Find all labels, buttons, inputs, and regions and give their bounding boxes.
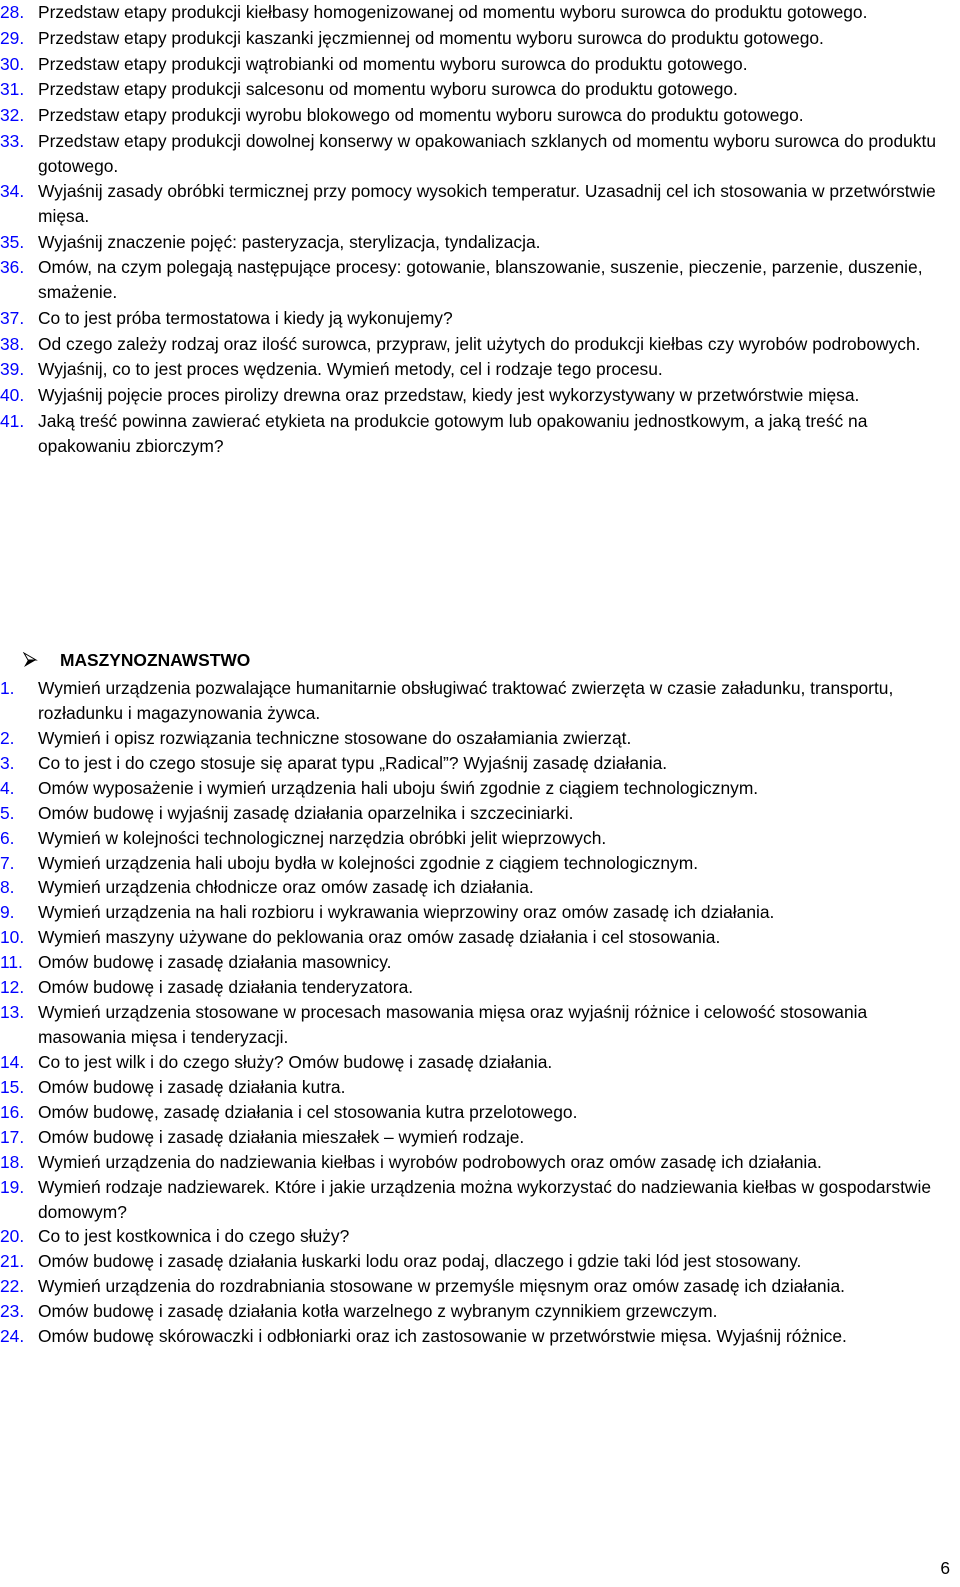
question-text: Przedstaw etapy produkcji kaszanki jęczmiennej od momentu wyboru surowca do produktu gotowego. [38, 27, 824, 48]
question-text: Wymień urządzenia do rozdrabniania stosowane w przemyśle mięsnym oraz omów zasadę ich działania. [38, 1276, 845, 1297]
question-number: 38. [0, 333, 25, 354]
question-number: 18. [0, 1151, 25, 1172]
question-number: 11. [0, 952, 23, 973]
question-item [0, 77, 960, 102]
question-item [0, 751, 960, 776]
section-title: MASZYNOZNAWSTWO [60, 649, 251, 670]
question-text: Przedstaw etapy produkcji wyrobu blokowego od momentu wyboru surowca do produktu gotowego. [38, 105, 804, 126]
question-number: 9. [0, 902, 15, 923]
question-text: Omów budowę, zasadę działania i cel stosowania kutra przelotowego. [38, 1101, 578, 1122]
question-item [0, 0, 960, 25]
question-number: 28. [0, 2, 25, 22]
question-number: 35. [0, 231, 25, 252]
question-item [0, 129, 960, 178]
question-item [0, 1125, 960, 1150]
question-number: 31. [0, 79, 25, 100]
question-number: 20. [0, 1226, 25, 1247]
question-number: 29. [0, 27, 25, 48]
question-text: Wyjaśnij zasady obróbki termicznej przy pomocy wysokich temperatur. Uzasadnij cel ich stosowania w przetwórstwie mięsa. [38, 181, 936, 226]
question-text: Co to jest i do czego stosuje się aparat typu „Radical”? Wyjaśnij zasadę działania. [38, 752, 668, 773]
question-item [0, 306, 960, 331]
question-number: 13. [0, 1002, 25, 1023]
question-text: Przedstaw etapy produkcji wątrobianki od momentu wyboru surowca do produktu gotowego. [38, 53, 748, 74]
question-item [0, 826, 960, 851]
question-item [0, 1075, 960, 1100]
question-item [0, 103, 960, 128]
section-heading [0, 645, 250, 675]
question-item [0, 1274, 960, 1299]
question-item [0, 925, 960, 950]
question-item [0, 875, 960, 900]
question-item [0, 52, 960, 77]
question-number: 32. [0, 105, 25, 126]
question-item [0, 851, 960, 876]
question-text: Wyjaśnij pojęcie proces pirolizy drewna oraz przedstaw, kiedy jest wykorzystywany w przetwórstwie mięsa. [38, 385, 860, 406]
question-number: 33. [0, 130, 25, 151]
question-number: 17. [0, 1126, 25, 1147]
question-text: Co to jest wilk i do czego służy? Omów budowę i zasadę działania. [38, 1051, 553, 1072]
question-item [0, 1224, 960, 1249]
question-number: 16. [0, 1101, 25, 1122]
question-item [0, 676, 960, 725]
question-text: Omów budowę skórowaczki i odbłoniarki oraz ich zastosowanie w przetwórstwie mięsa. Wyjaśnij różnice. [38, 1326, 847, 1347]
question-text: Omów budowę i zasadę działania kutra. [38, 1076, 346, 1097]
question-text: Wymień urządzenia chłodnicze oraz omów zasadę ich działania. [38, 877, 534, 898]
question-number: 10. [0, 927, 25, 948]
question-item [0, 726, 960, 751]
question-item [0, 179, 960, 228]
question-item [0, 1000, 960, 1049]
question-number: 7. [0, 852, 15, 873]
question-text: Wymień urządzenia hali uboju bydła w kolejności zgodnie z ciągiem technologicznym. [38, 852, 699, 873]
question-number: 37. [0, 307, 25, 328]
question-text: Wymień w kolejności technologicznej narzędzia obróbki jelit wieprzowych. [38, 827, 607, 848]
question-number: 30. [0, 53, 25, 74]
question-text: Wymień rodzaje nadziewarek. Które i jakie urządzenia można wykorzystać do nadziewania kiełbas w gospodarstwie domowym? [38, 1176, 931, 1222]
question-number: 1. [0, 678, 15, 698]
question-number: 24. [0, 1326, 25, 1347]
question-text: Omów budowę i zasadę działania mieszałek – wymień rodzaje. [38, 1126, 525, 1147]
question-item [0, 383, 960, 408]
question-number: 14. [0, 1051, 25, 1072]
page-number: 6 [940, 1558, 950, 1578]
question-number: 3. [0, 752, 15, 773]
question-text: Omów wyposażenie i wymień urządzenia hali uboju świń zgodnie z ciągiem technologicznym. [38, 777, 759, 798]
question-item [0, 950, 960, 975]
question-text: Omów, na czym polegają następujące procesy: gotowanie, blanszowanie, suszenie, pieczenie, parzenie, duszenie, smażenie. [38, 257, 923, 303]
question-item [0, 1299, 960, 1324]
question-text: Wymień urządzenia stosowane w procesach masowania mięsa oraz wyjaśnij różnice i celowość stosowania masowania mięsa i tenderyzacji. [38, 1002, 868, 1047]
question-number: 19. [0, 1176, 25, 1197]
question-item [0, 1050, 960, 1075]
question-item [0, 230, 960, 255]
question-item [0, 255, 960, 304]
question-number: 15. [0, 1076, 25, 1097]
question-text: Omów budowę i zasadę działania kotła warzelnego z wybranym czynnikiem grzewczym. [38, 1301, 718, 1322]
question-number: 34. [0, 181, 25, 202]
question-number: 21. [0, 1251, 25, 1272]
question-text: Przedstaw etapy produkcji dowolnej konserwy w opakowaniach szklanych od momentu wyboru surowca do produktu gotowego. [38, 130, 937, 176]
question-number: 40. [0, 385, 25, 406]
question-text: Omów budowę i zasadę działania tenderyzatora. [38, 977, 414, 998]
question-number: 22. [0, 1276, 25, 1297]
question-text: Omów budowę i wyjaśnij zasadę działania oparzelnika i szczeciniarki. [38, 802, 574, 823]
question-item [0, 1324, 960, 1349]
question-list-processing [0, 0, 960, 459]
question-list-machinery [0, 676, 960, 1349]
question-text: Wyjaśnij, co to jest proces wędzenia. Wymień metody, cel i rodzaje tego procesu. [38, 359, 663, 380]
question-item [0, 776, 960, 801]
question-item [0, 801, 960, 826]
question-item [0, 975, 960, 1000]
question-text: Wymień urządzenia do nadziewania kiełbas i wyrobów podrobowych oraz omów zasadę ich działania. [38, 1151, 822, 1172]
question-text: Wymień i opisz rozwiązania techniczne stosowane do oszałamiania zwierząt. [38, 727, 632, 748]
question-text: Przedstaw etapy produkcji salcesonu od momentu wyboru surowca do produktu gotowego. [38, 79, 738, 100]
question-item [0, 357, 960, 382]
question-item [0, 409, 960, 458]
question-item [0, 1175, 960, 1224]
question-text: Omów budowę i zasadę działania łuskarki lodu oraz podaj, dlaczego i gdzie taki lód jest stosowany. [38, 1251, 802, 1272]
question-number: 5. [0, 802, 15, 823]
question-item [0, 1150, 960, 1175]
arrowhead-bullet-icon [0, 652, 60, 668]
question-item [0, 332, 960, 357]
question-number: 2. [0, 727, 15, 748]
question-text: Co to jest próba termostatowa i kiedy ją wykonujemy? [38, 307, 453, 328]
question-number: 4. [0, 777, 15, 798]
question-text: Od czego zależy rodzaj oraz ilość surowca, przypraw, jelit użytych do produkcji kiełbas czy wyrobów podrobowych. [38, 333, 921, 354]
question-number: 8. [0, 877, 15, 898]
question-item [0, 1100, 960, 1125]
question-number: 12. [0, 977, 25, 998]
question-number: 36. [0, 257, 25, 278]
question-item [0, 900, 960, 925]
question-text: Wymień urządzenia na hali rozbioru i wykrawania wieprzowiny oraz omów zasadę ich działania. [38, 902, 775, 923]
question-item [0, 1249, 960, 1274]
question-number: 41. [0, 410, 25, 431]
question-item [0, 26, 960, 51]
question-text: Wymień maszyny używane do peklowania oraz omów zasadę działania i cel stosowania. [38, 927, 721, 948]
question-number: 6. [0, 827, 15, 848]
question-text: Wyjaśnij znaczenie pojęć: pasteryzacja, sterylizacja, tyndalizacja. [38, 231, 541, 252]
question-number: 23. [0, 1301, 25, 1322]
question-text: Przedstaw etapy produkcji kiełbasy homogenizowanej od momentu wyboru surowca do produktu gotowego. [38, 2, 868, 22]
question-text: Omów budowę i zasadę działania masownicy. [38, 952, 392, 973]
question-text: Wymień urządzenia pozwalające humanitarnie obsługiwać traktować zwierzęta w czasie załadunku, transportu, rozładunku i magazynowania żywca. [38, 678, 894, 723]
question-text: Jaką treść powinna zawierać etykieta na produkcie gotowym lub opakowaniu jednostkowym, a jaką treść na opakowaniu zbiorczym? [38, 410, 868, 456]
question-number: 39. [0, 359, 25, 380]
question-text: Co to jest kostkownica i do czego służy? [38, 1226, 350, 1247]
